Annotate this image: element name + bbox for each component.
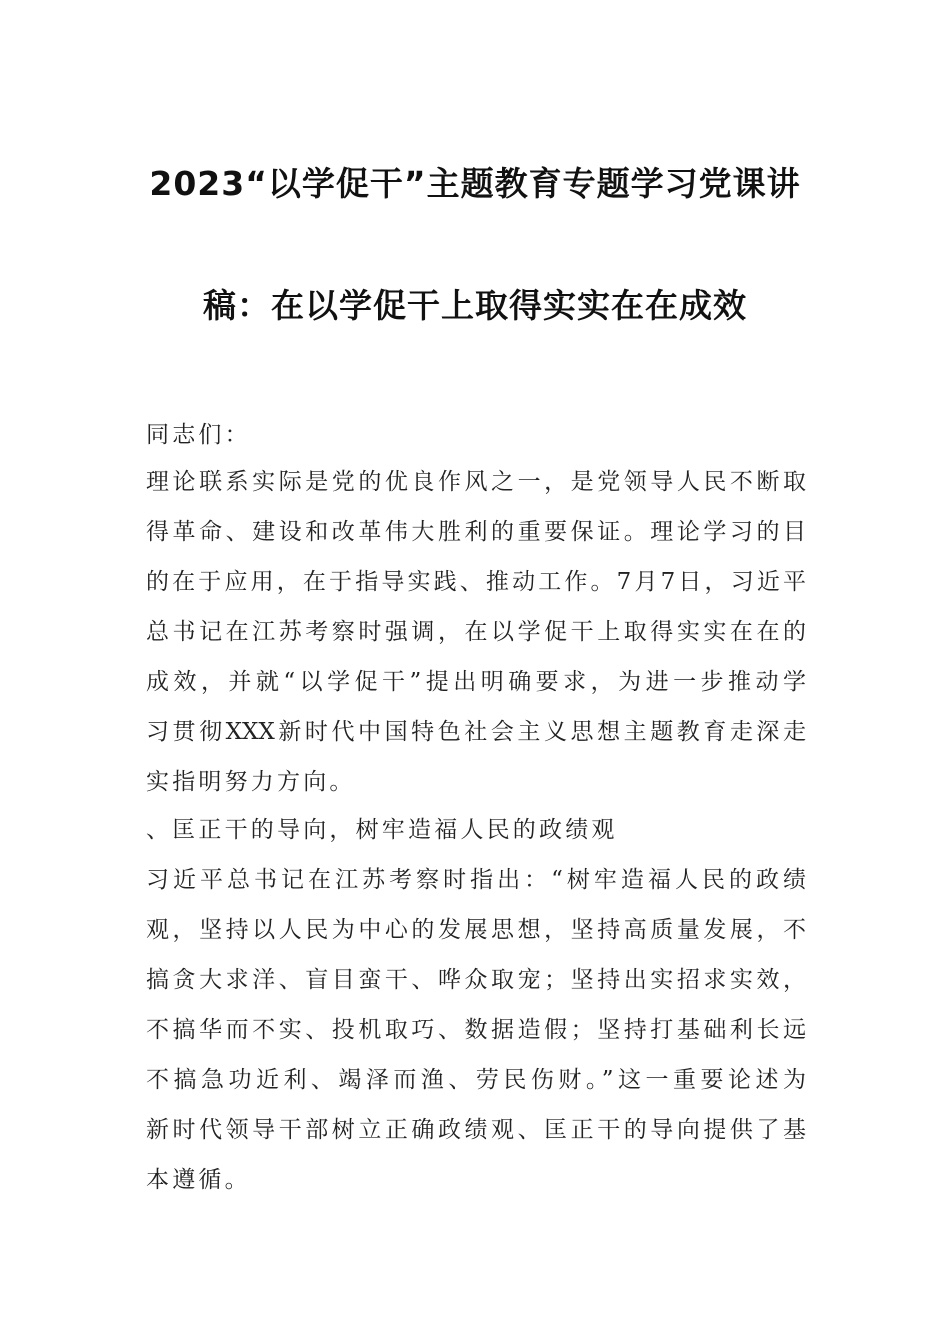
paragraph-line: 理论联系实际是党的优良作风之一，是党领导人民不断取	[146, 469, 806, 495]
salutation: 同志们：	[146, 422, 251, 448]
paragraph-line: 实指明努力方向。	[146, 769, 356, 795]
paragraph-line: 本遵循。	[146, 1167, 251, 1193]
paragraph-line: 不搞华而不实、投机取巧、数据造假；坚持打基础利长远	[146, 1017, 806, 1043]
document-title-line-1: 2023“以学促干”主题教育专题学习党课讲	[149, 164, 801, 203]
document-title-line-2: 稿：在以学促干上取得实实在在成效	[203, 286, 747, 325]
paragraph-line: 总书记在江苏考察时强调，在以学促干上取得实实在在的	[146, 619, 806, 645]
paragraph-line: 新时代领导干部树立正确政绩观、匡正干的导向提供了基	[146, 1117, 806, 1143]
paragraph-line: 习贯彻XXX新时代中国特色社会主义思想主题教育走深走	[146, 719, 806, 745]
paragraph-line: 的在于应用，在于指导实践、推动工作。7月7日，习近平	[146, 569, 806, 595]
paragraph-line: 观，坚持以人民为中心的发展思想，坚持高质量发展，不	[146, 917, 806, 943]
paragraph-line: 习近平总书记在江苏考察时指出：“树牢造福人民的政绩	[146, 867, 806, 893]
section-heading: 、匡正干的导向，树牢造福人民的政绩观	[146, 817, 618, 843]
paragraph-line: 得革命、建设和改革伟大胜利的重要保证。理论学习的目	[146, 519, 806, 545]
paragraph-line: 成效，并就“以学促干”提出明确要求，为进一步推动学	[146, 669, 806, 695]
paragraph-line: 搞贪大求洋、盲目蛮干、哗众取宠；坚持出实招求实效，	[146, 967, 806, 993]
paragraph-line: 不搞急功近利、竭泽而渔、劳民伤财。”这一重要论述为	[146, 1067, 806, 1093]
